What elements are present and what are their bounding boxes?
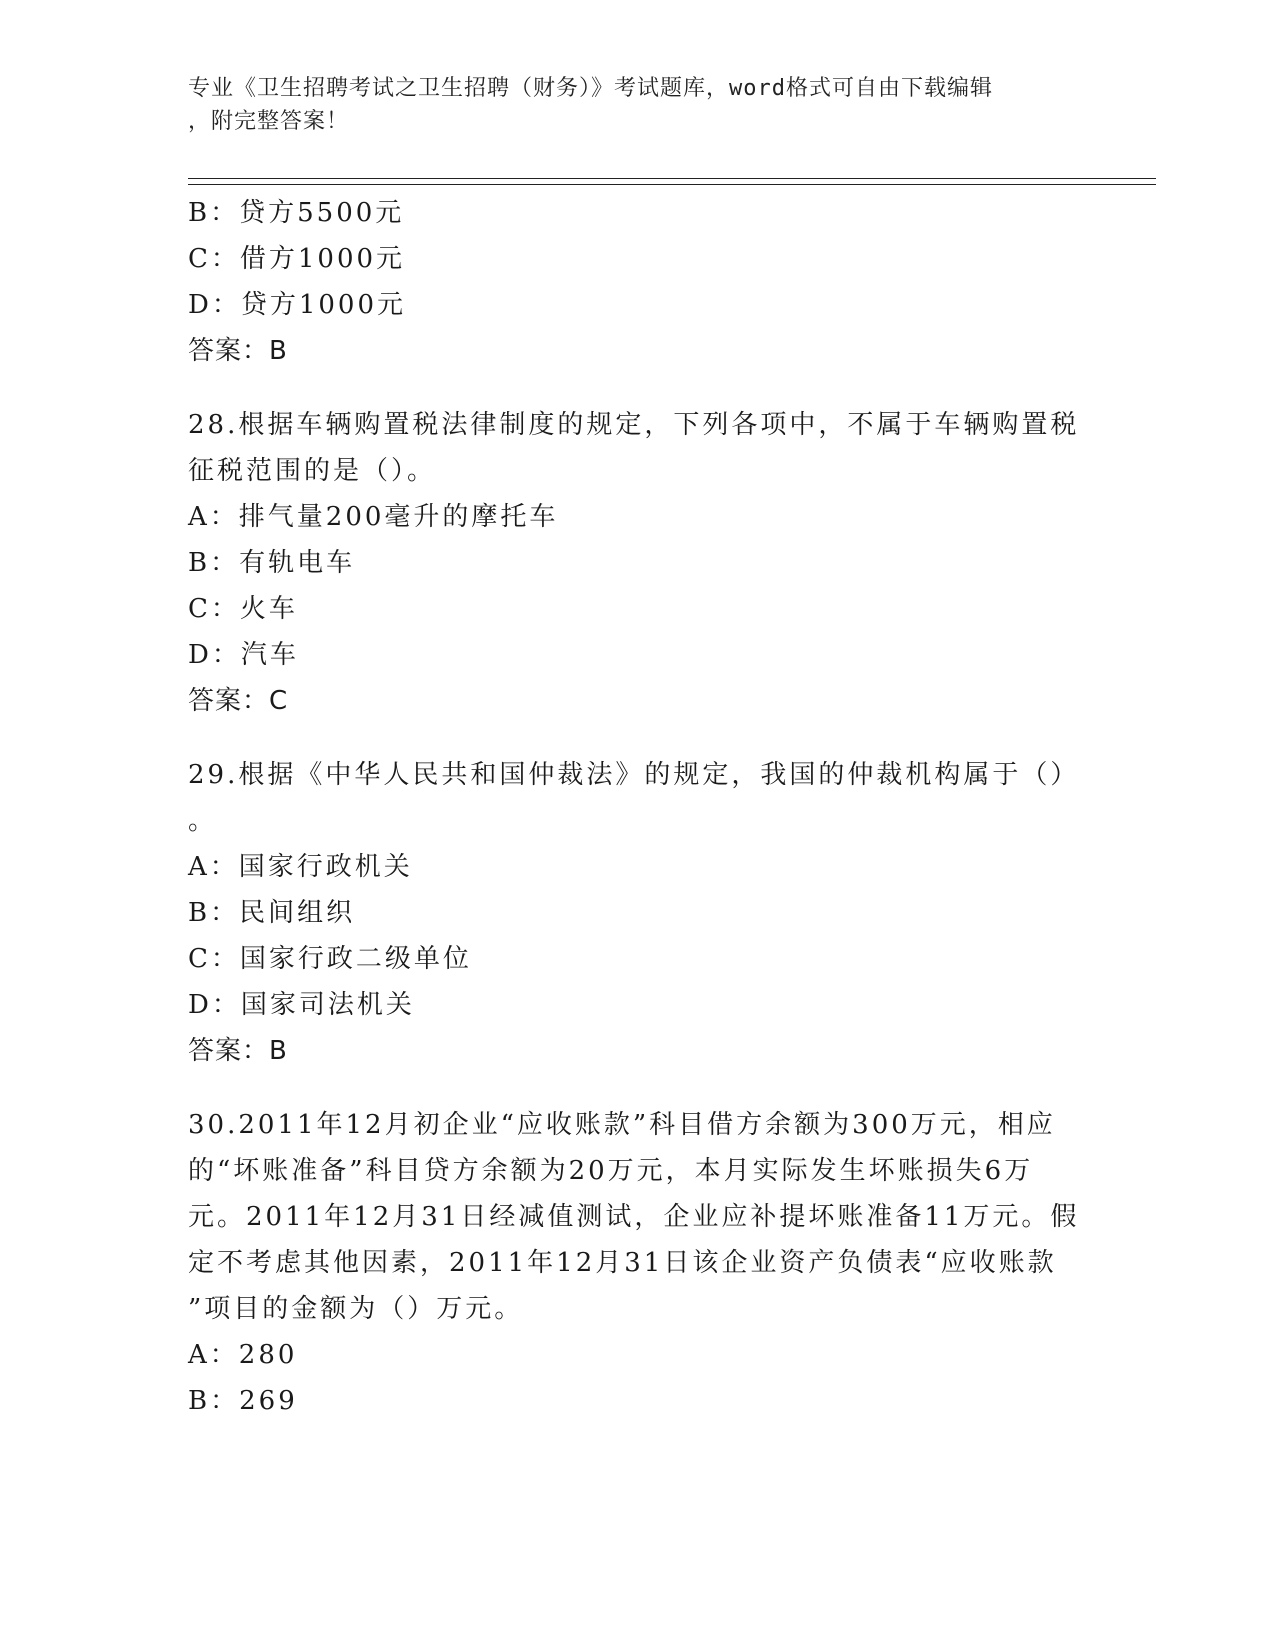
option-c: C：借方1000元 [188, 244, 406, 274]
option-d: D：汽车 [188, 640, 299, 670]
option-b: B：269 [188, 1386, 298, 1416]
question-text-line: 28.根据车辆购置税法律制度的规定，下列各项中，不属于车辆购置税 [188, 410, 1080, 440]
question-text-line: 定不考虑其他因素，2011年12月31日该企业资产负债表“应收账款 [188, 1248, 1057, 1278]
question-30 [188, 1102, 1088, 1424]
option-d: D：贷方1000元 [188, 290, 407, 320]
question-text-line: ”项目的金额为（）万元。 [188, 1294, 524, 1324]
header-line-2: ，附完整答案！ [188, 109, 350, 134]
question-text-line: 30.2011年12月初企业“应收账款”科目借方余额为300万元，相应 [188, 1110, 1056, 1140]
option-c: C：国家行政二级单位 [188, 944, 472, 974]
question-text-line: 征税范围的是（）。 [188, 456, 437, 486]
question-text-line: 的“坏账准备”科目贷方余额为20万元，本月实际发生坏账损失6万 [188, 1156, 1034, 1186]
question-29 [188, 752, 1088, 1074]
header-line-1: 专业《卫生招聘考试之卫生招聘（财务）》考试题库，word格式可自由下载编辑 [188, 76, 993, 101]
answer-line: 答案：C [188, 686, 289, 716]
question-text-line: 。 [188, 806, 218, 836]
option-a: A：排气量200毫升的摩托车 [188, 502, 559, 532]
option-a: A：国家行政机关 [188, 852, 413, 882]
option-b: B：民间组织 [188, 898, 356, 928]
answer-line: 答案：B [188, 336, 288, 366]
page-header [188, 72, 1068, 138]
question-text-line: 元。2011年12月31日经减值测试，企业应补提坏账准备11万元。假 [188, 1202, 1080, 1232]
option-c: C：火车 [188, 594, 298, 624]
question-28 [188, 402, 1088, 724]
option-b: B：贷方5500元 [188, 198, 405, 228]
question-text-line: 29.根据《中华人民共和国仲裁法》的规定，我国的仲裁机构属于（） [188, 760, 1080, 790]
question-27-tail [188, 190, 1088, 374]
option-b: B：有轨电车 [188, 548, 356, 578]
option-d: D：国家司法机关 [188, 990, 415, 1020]
answer-line: 答案：B [188, 1036, 288, 1066]
header-divider-bottom [188, 184, 1156, 185]
header-divider-top [188, 178, 1156, 179]
option-a: A：280 [188, 1340, 298, 1370]
question-list [188, 190, 1088, 1424]
